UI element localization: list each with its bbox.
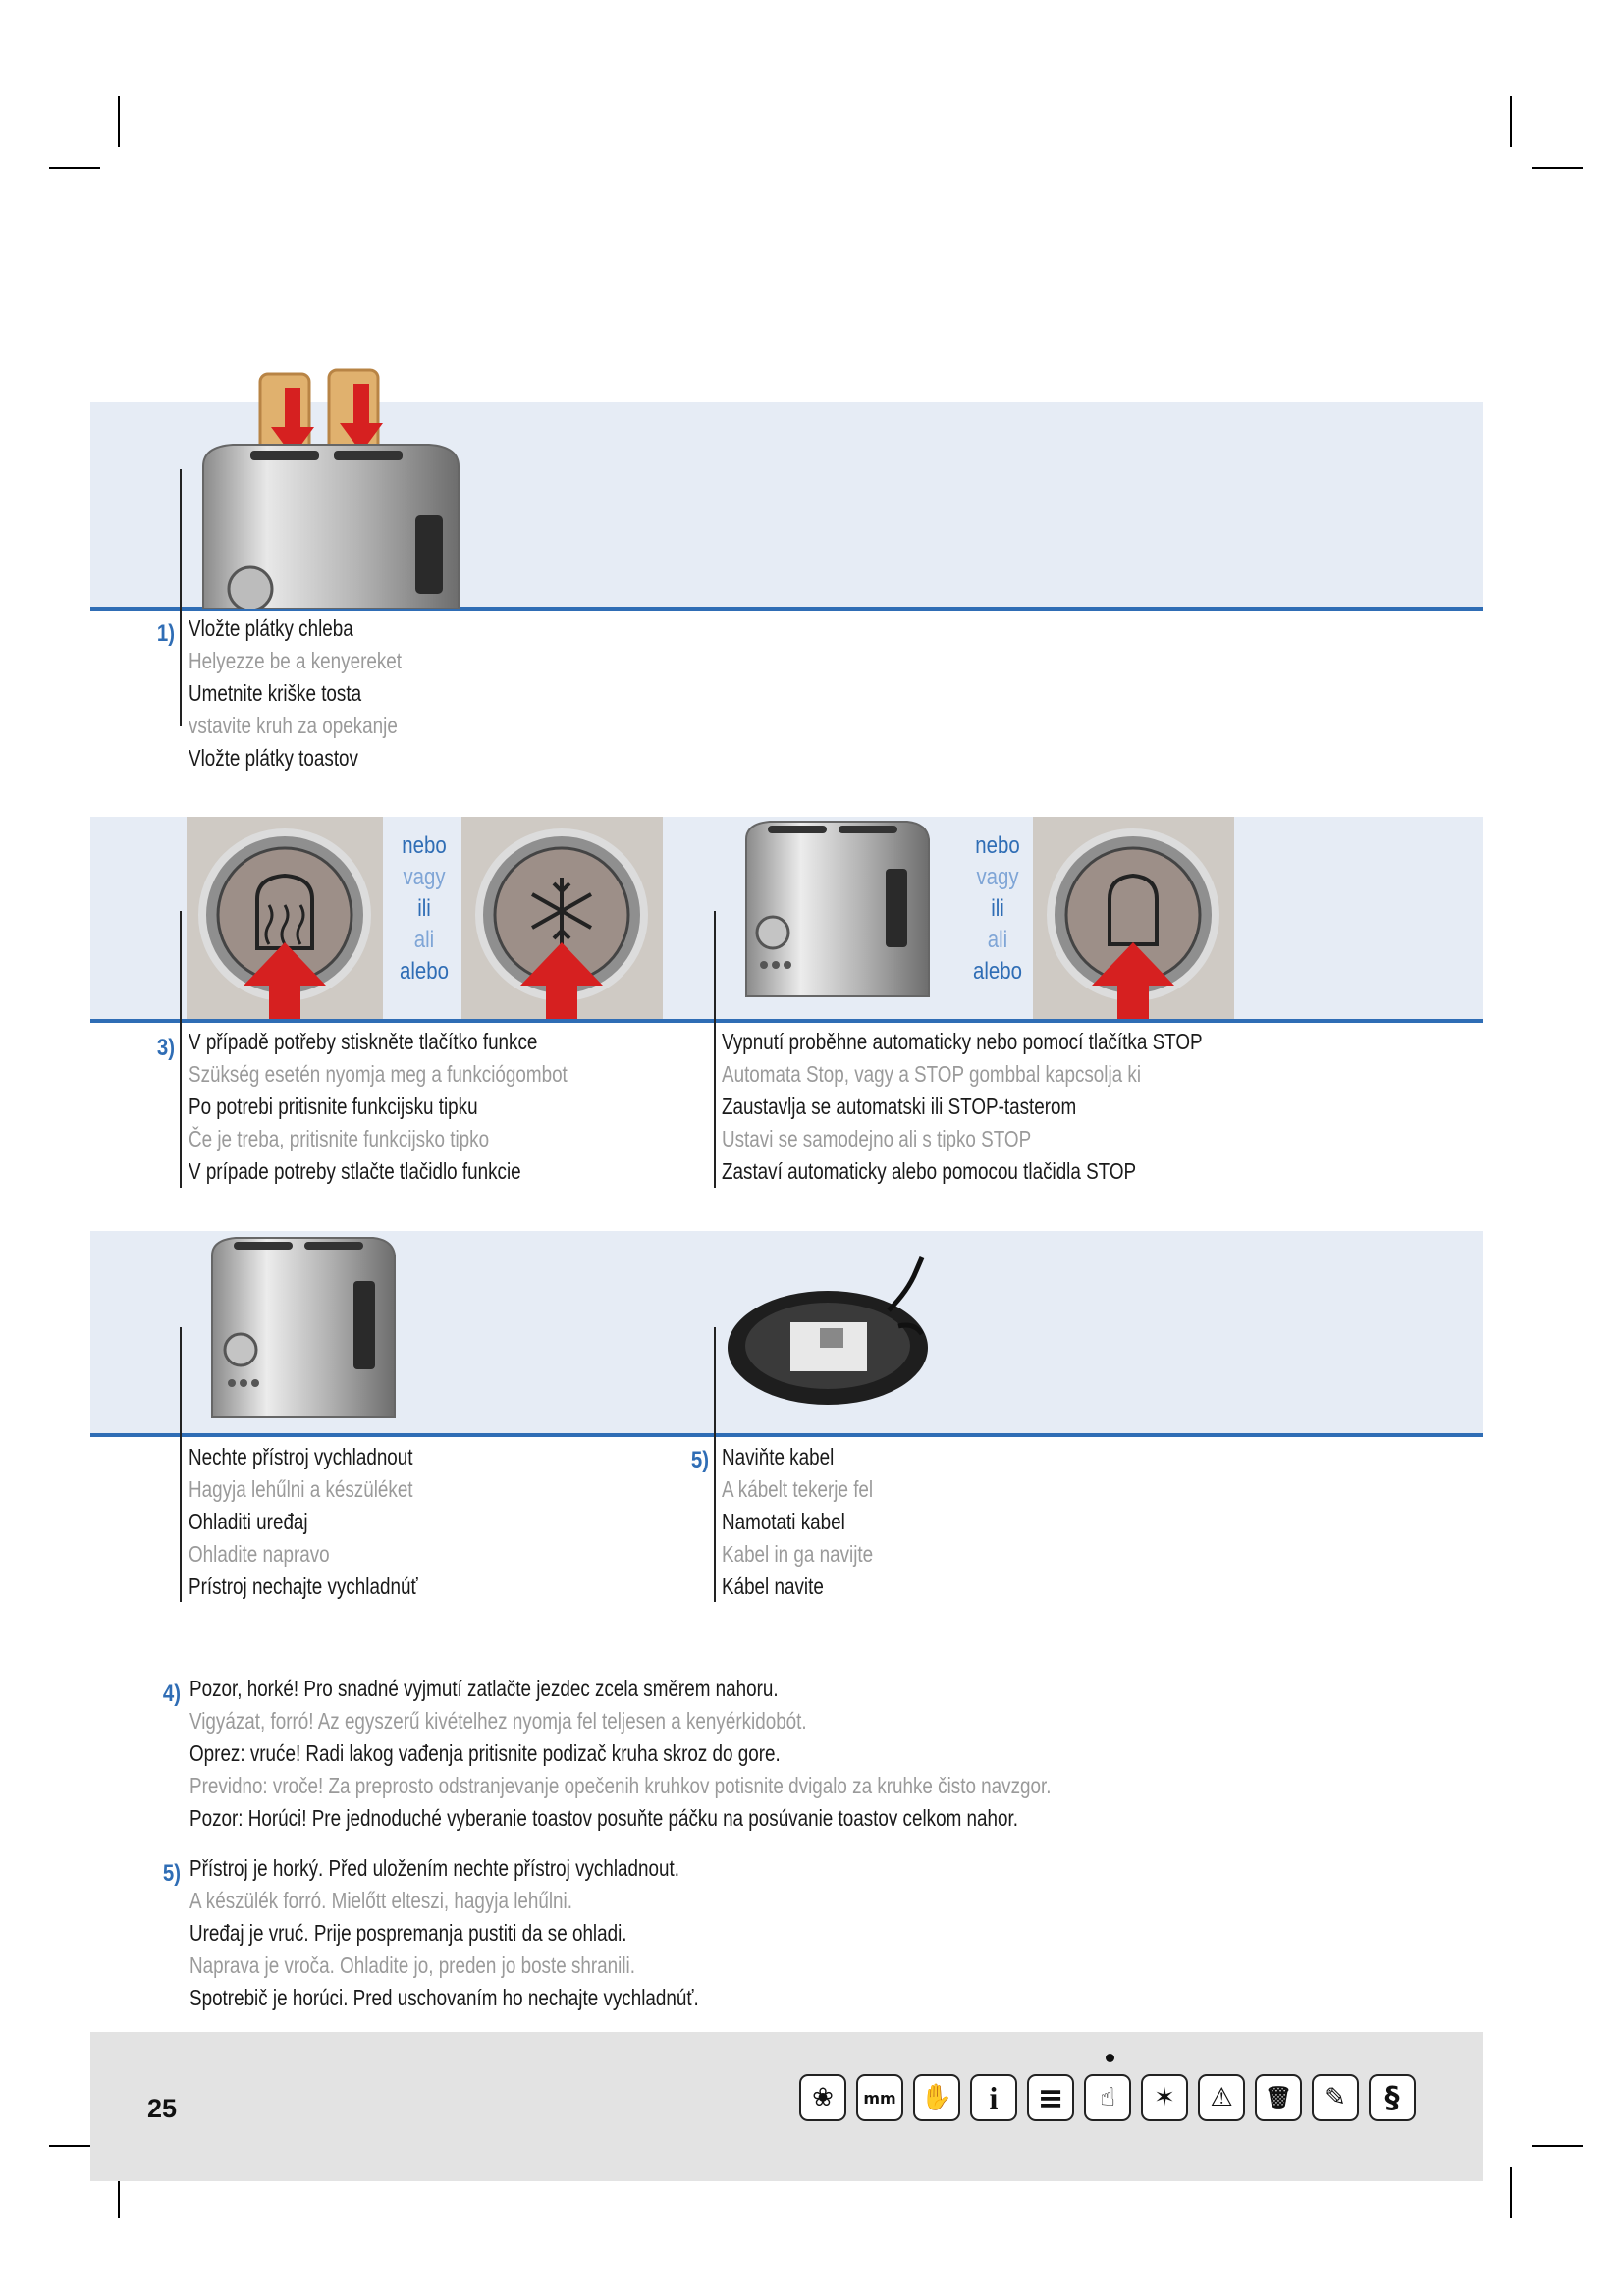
text-line: Po potrebi pritisnite funkcijsku tipku — [189, 1094, 478, 1119]
ruler-mm-icon: mm — [856, 2074, 903, 2121]
text-bar — [180, 911, 182, 1188]
text-line: Zaustavlja se automatski ili STOP-tasterom — [722, 1094, 1077, 1119]
step-3-right-text — [722, 1026, 1203, 1188]
text-line: Vypnutí proběhne automaticky nebo pomocí tlačítka STOP — [722, 1029, 1203, 1054]
step-1-text — [189, 613, 402, 774]
text-line: Spotrebič je horúci. Pred uschovaním ho nechajte vychladnúť. — [189, 1985, 699, 2010]
warning-icon: ⚠ — [1198, 2074, 1245, 2121]
band-rule — [90, 1019, 1483, 1023]
crop-mark — [1532, 167, 1583, 169]
text-line: Nechte přístroj vychladnout — [189, 1444, 413, 1469]
step-number: 3) — [156, 1035, 175, 1061]
text-line: Uređaj je vruć. Prije pospremanja pustiti da se ohladi. — [189, 1920, 627, 1946]
band-rule — [90, 1433, 1483, 1437]
toast-function-button-illustration — [187, 817, 383, 1019]
text-line: Automata Stop, vagy a STOP gombbal kapcsolja ki — [722, 1061, 1142, 1087]
pointer-hand-icon: ☝ — [1084, 2074, 1131, 2121]
text-line: Helyezze be a kenyereket — [189, 648, 403, 673]
step-4-left-text — [189, 1441, 418, 1603]
text-bar — [180, 469, 182, 726]
text-line: Oprez: vruće! Radi lakog vađenja pritisnite podizač kruha skroz do gore. — [189, 1740, 781, 1766]
crop-mark — [49, 167, 100, 169]
text-line: Szükség esetén nyomja meg a funkciógombot — [189, 1061, 568, 1087]
crop-mark — [1510, 2167, 1512, 2218]
menu-icon: ≡ — [1027, 2074, 1074, 2121]
page-number: 25 — [147, 2094, 178, 2123]
or-word: ali — [987, 927, 1008, 953]
step-number: 1) — [156, 620, 175, 647]
text-bar — [714, 1327, 716, 1602]
text-line: Vigyázat, forró! Az egyszerű kivételhez nyomja fel teljesen a kenyérkidobót. — [189, 1708, 807, 1734]
toaster-cooling-illustration — [196, 1222, 407, 1433]
text-line: A kábelt tekerje fel — [722, 1476, 874, 1502]
text-line: Ustavi se samodejno ali s tipko STOP — [722, 1126, 1032, 1151]
defrost-function-button-illustration — [461, 817, 663, 1019]
or-word: ili — [417, 895, 431, 922]
bin-icon: 🗑 — [1255, 2074, 1302, 2121]
text-line: Umetnite kriške tosta — [189, 680, 362, 706]
or-word: vagy — [403, 864, 446, 890]
text-line: Kábel navite — [722, 1574, 824, 1599]
icon-dot — [1106, 2054, 1114, 2062]
note-number: 5) — [162, 1860, 181, 1887]
text-line: Previdno: vroče! Za preprosto odstranjevanje opečenih kruhkov potisnite dvigalo za kruhke čisto navzgor. — [189, 1773, 1052, 1798]
eco-icon: ❀ — [799, 2074, 846, 2121]
paragraph-icon: § — [1369, 2074, 1416, 2121]
or-word: vagy — [976, 864, 1019, 890]
pencil-icon: ✎ — [1312, 2074, 1359, 2121]
text-line: Ohladiti uređaj — [189, 1509, 308, 1534]
or-word: alebo — [400, 958, 449, 985]
step-number: 5) — [690, 1447, 709, 1473]
or-word: alebo — [973, 958, 1022, 985]
text-line: Zastaví automaticky alebo pomocou tlačidla STOP — [722, 1158, 1137, 1184]
text-line: Hagyja lehűlni a készüléket — [189, 1476, 413, 1502]
or-words — [391, 830, 458, 988]
or-word: nebo — [402, 832, 447, 859]
text-line: Ohladite napravo — [189, 1541, 330, 1567]
hand-icon: ✋ — [913, 2074, 960, 2121]
info-icon: i — [970, 2074, 1017, 2121]
or-word: ali — [413, 927, 435, 953]
toaster-insert-bread-illustration — [191, 368, 466, 609]
toaster-base-cable-illustration — [722, 1252, 947, 1414]
or-words — [964, 830, 1031, 988]
or-word: ili — [991, 895, 1004, 922]
text-line: Kabel in ga navijte — [722, 1541, 874, 1567]
text-line: Vložte plátky chleba — [189, 615, 353, 641]
note-number: 4) — [162, 1681, 181, 1707]
step-3-left-text — [189, 1026, 568, 1188]
text-line: Prístroj nechajte vychladnúť — [189, 1574, 418, 1599]
text-line: Pozor, horké! Pro snadné vyjmutí zatlačte jezdec zcela směrem nahoru. — [189, 1676, 779, 1701]
text-line: V případě potřeby stiskněte tlačítko funkce — [189, 1029, 538, 1054]
text-line: Vložte plátky toastov — [189, 745, 358, 771]
text-line: Namotati kabel — [722, 1509, 845, 1534]
step-5-right-text — [722, 1441, 873, 1603]
text-bar — [714, 911, 716, 1188]
text-line: A készülék forró. Mielőtt elteszi, hagyja lehűlni. — [189, 1888, 572, 1913]
text-line: Pozor: Horúci! Pre jednoduché vyberanie toastov posuňte páčku na posúvanie toastov celkom nahor. — [189, 1805, 1018, 1831]
text-line: Naviňte kabel — [722, 1444, 835, 1469]
crop-mark — [1510, 96, 1512, 147]
or-word: nebo — [975, 832, 1020, 859]
note-4-text — [189, 1673, 1051, 1835]
text-line: vstavite kruh za opekanje — [189, 713, 398, 738]
crop-mark — [118, 96, 120, 147]
text-line: V prípade potreby stlačte tlačidlo funkcie — [189, 1158, 521, 1184]
text-line: Přístroj je horký. Před uložením nechte přístroj vychladnout. — [189, 1855, 679, 1881]
note-5-text — [189, 1852, 699, 2014]
stop-button-illustration — [1033, 817, 1234, 1019]
text-line: Če je treba, pritisnite funkcijsko tipko — [189, 1126, 490, 1151]
text-line: Naprava je vroča. Ohladite jo, preden jo boste shranili. — [189, 1952, 635, 1978]
star-icon: ✶ — [1141, 2074, 1188, 2121]
toaster-front-illustration — [729, 810, 940, 1016]
text-bar — [180, 1327, 182, 1602]
crop-mark — [1532, 2145, 1583, 2147]
